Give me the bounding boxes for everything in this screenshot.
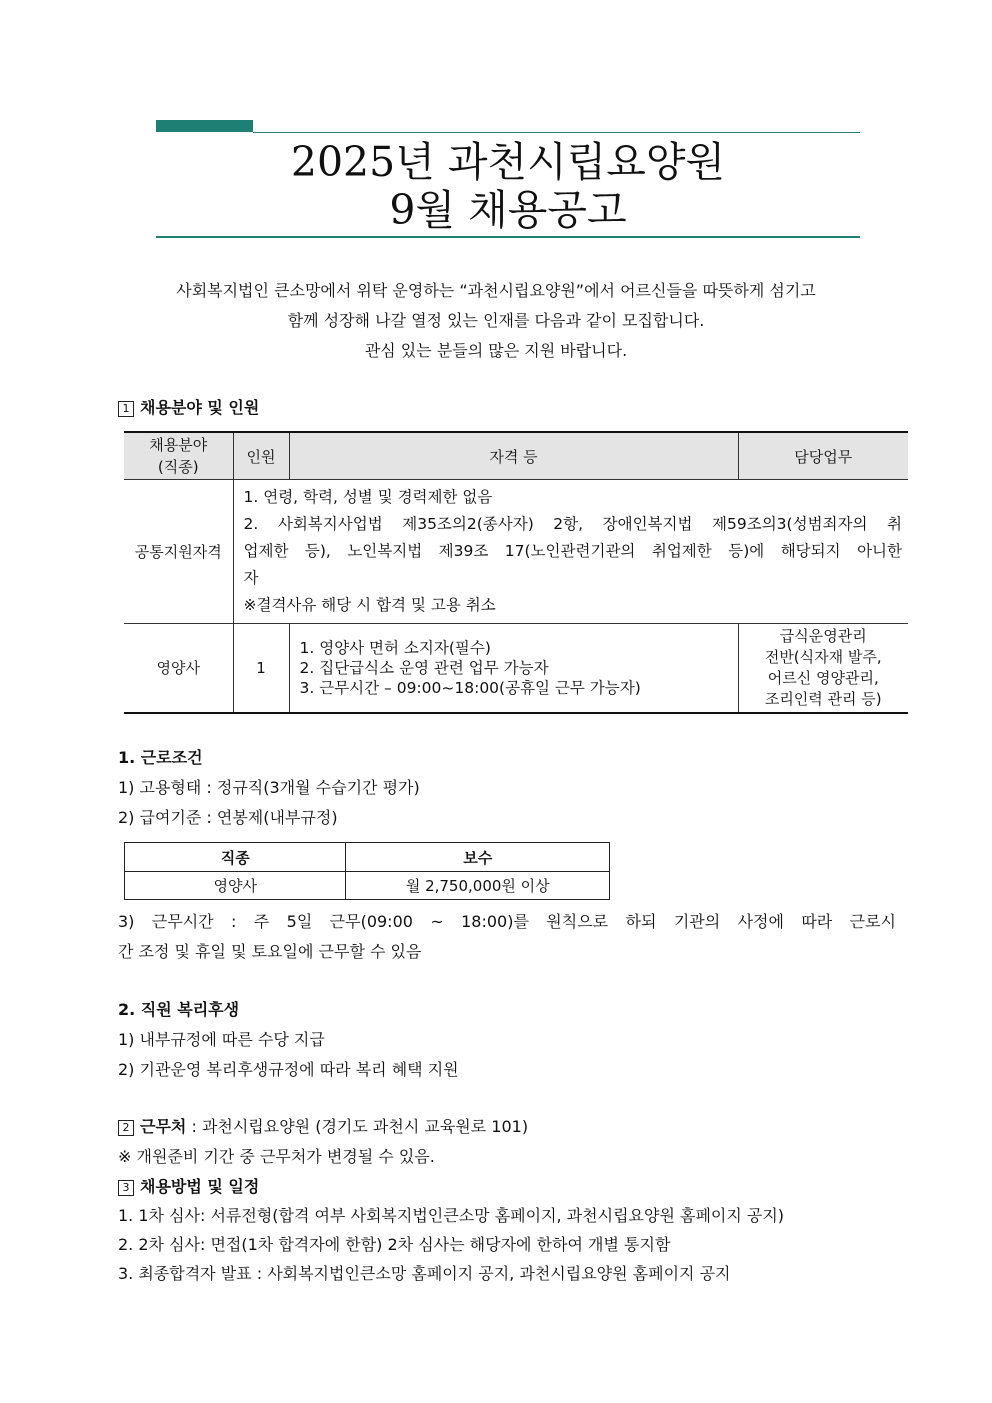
header-field: 채용분야 (직종)	[124, 432, 233, 480]
page-title-line1: 2025년 과천시립요양원	[290, 138, 726, 186]
duty-line: 조리인력 관리 등)	[764, 689, 882, 708]
pay-salary: 월 2,750,000원 이상	[346, 872, 610, 900]
section-method-heading	[118, 1177, 259, 1197]
intro-line-2: 함께 성장해 나갈 열정 있는 인재를 다음과 같이 모집합니다.	[287, 311, 705, 330]
section-title: 채용분야 및 인원	[140, 398, 260, 417]
section-number-box: 1	[118, 401, 134, 417]
section-workplace	[118, 1117, 528, 1137]
workplace-note: ※ 개원준비 기간 중 근무처가 변경될 수 있음.	[118, 1147, 435, 1166]
row-duty	[738, 624, 908, 713]
pay-basis: 2) 급여기준 : 연봉제(내부규정)	[118, 808, 338, 827]
work-conditions-title: 1. 근로조건	[118, 748, 203, 767]
method-item: 3. 최종합격자 발표 : 사회복지법인큰소망 홈페이지 공지, 과천시립요양원 홈페이지 공지	[118, 1264, 731, 1283]
welfare-title: 2. 직원 복리후생	[118, 1000, 240, 1019]
section-title: 채용방법 및 일정	[140, 1177, 260, 1196]
common-label-cell	[124, 480, 233, 624]
header-count: 인원	[233, 432, 289, 480]
recruit-table	[124, 431, 908, 714]
table-row-common	[124, 480, 908, 624]
common-line: 2. 사회복지사업법 제35조의2(종사자) 2항, 장애인복지법 제59조의3(성범죄자의 취	[243, 515, 902, 533]
welfare-item: 1) 내부규정에 따른 수당 지급	[118, 1030, 325, 1049]
qual-line: 1. 영양사 면허 소지자(필수)	[299, 638, 491, 657]
common-line: 1. 연령, 학력, 성별 및 경력제한 없음	[243, 488, 493, 506]
duty-line: 전반(식자재 발주,	[764, 647, 882, 666]
common-label: 공통지원자격	[134, 542, 222, 561]
pay-table-header	[125, 843, 610, 872]
method-item: 1. 1차 심사: 서류전형(합격 여부 사회복지법인큰소망 홈페이지, 과천시립요양원 홈페이지 공지)	[118, 1206, 785, 1225]
section-number-box: 2	[118, 1120, 134, 1136]
section-title: 근무처	[140, 1117, 187, 1136]
pay-table	[124, 842, 610, 900]
qual-line: 2. 집단급식소 운영 관련 업무 가능자	[299, 658, 549, 677]
section-recruit-heading	[118, 398, 259, 418]
common-line: ※결격사유 해당 시 합격 및 고용 취소	[243, 596, 496, 614]
pay-job: 영양사	[125, 872, 346, 900]
welfare-item: 2) 기관운영 복리후생규정에 따라 복리 혜택 지원	[118, 1060, 459, 1079]
intro-line-3: 관심 있는 분들의 많은 지원 바랍니다.	[364, 341, 628, 360]
pay-header-job: 직종	[125, 843, 346, 872]
common-qualification-cell	[233, 480, 908, 624]
workplace-address: : 과천시립요양원 (경기도 과천시 교육원로 101)	[186, 1117, 529, 1136]
header-qualification: 자격 등	[289, 432, 738, 480]
common-line: 자	[243, 569, 259, 587]
duty-line: 급식운영관리	[779, 626, 867, 645]
pay-header-salary: 보수	[346, 843, 610, 872]
pay-table-row	[125, 872, 610, 900]
title-bottom-rule	[156, 236, 860, 238]
intro-line-1: 사회복지법인 큰소망에서 위탁 운영하는 “과천시립요양원”에서 어르신들을 따뜻하게 섬기고	[176, 281, 816, 300]
duty-line: 어르신 영양관리,	[767, 668, 879, 687]
page-title-line2: 9월 채용공고	[389, 186, 627, 234]
common-line: 업제한 등), 노인복지법 제39조 17(노인관련기관의 취업제한 등)에 해당되지 아니한	[243, 542, 902, 560]
section-number-box: 3	[118, 1180, 134, 1196]
table-row	[124, 624, 908, 713]
title-top-rule	[253, 132, 860, 133]
row-field: 영양사	[124, 624, 233, 713]
work-hours-line1: 3) 근무시간 : 주 5일 근무(09:00 ~ 18:00)를 원칙으로 하되 기관의 사정에 따라 근로시	[118, 912, 896, 931]
header-duty: 담당업무	[738, 432, 908, 480]
employment-type: 1) 고용형태 : 정규직(3개월 수습기간 평가)	[118, 778, 420, 797]
title-accent-bar	[156, 120, 253, 132]
work-hours-line2: 간 조정 및 휴일 및 토요일에 근무할 수 있음	[118, 942, 422, 961]
row-qualification	[289, 624, 738, 713]
method-item: 2. 2차 심사: 면접(1차 합격자에 한함) 2차 심사는 해당자에 한하여 개별 통지함	[118, 1235, 671, 1254]
row-count: 1	[233, 624, 289, 713]
qual-line: 3. 근무시간 – 09:00~18:00(공휴일 근무 가능자)	[299, 678, 641, 697]
table-header-row	[124, 432, 908, 480]
